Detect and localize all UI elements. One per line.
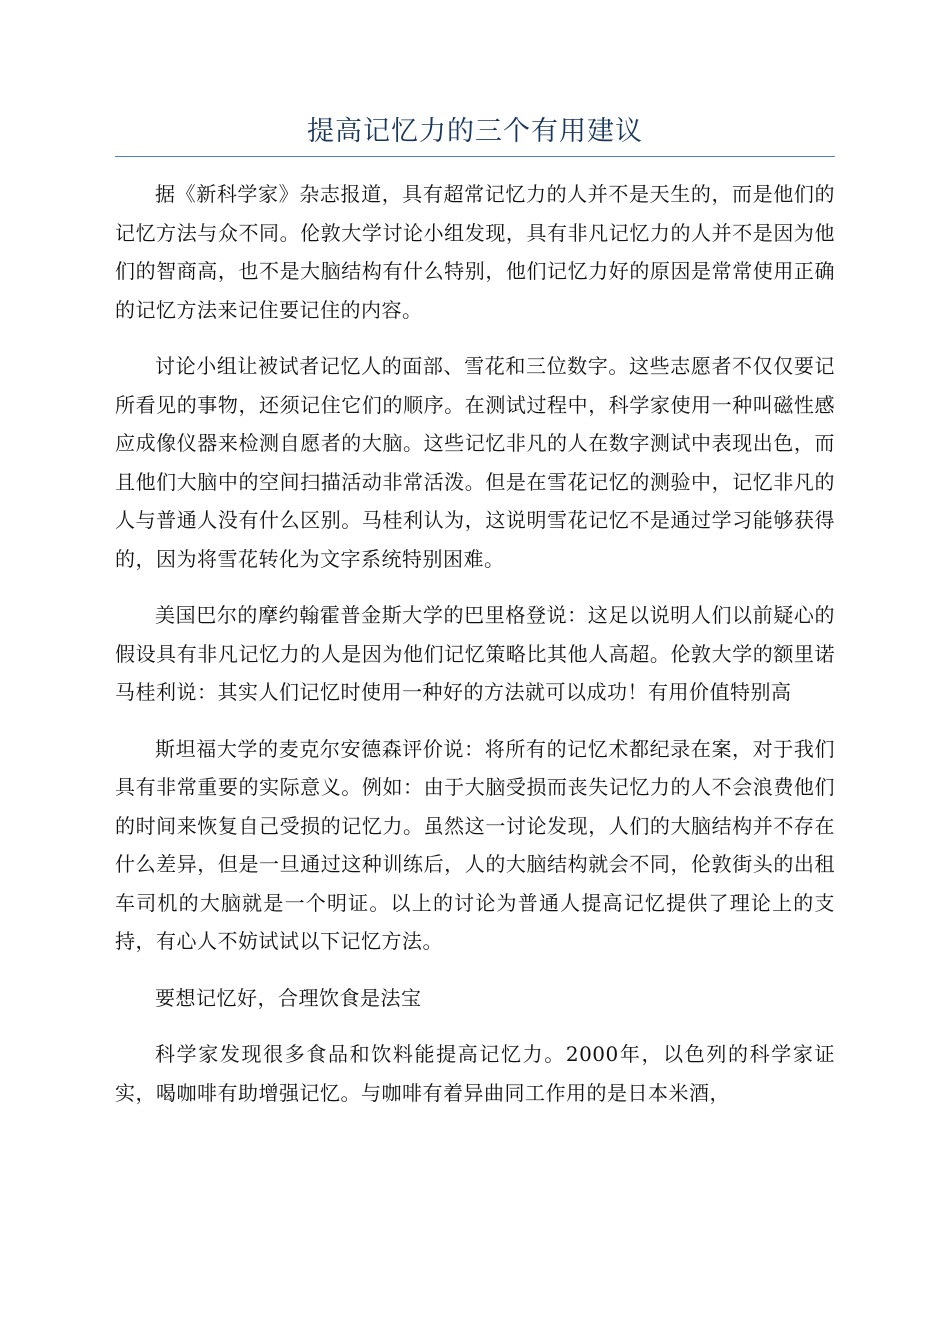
title-block [115, 108, 835, 157]
section-heading: 要想记忆好，合理饮食是法宝 [155, 985, 422, 1010]
paragraph: 据《新科学家》杂志报道，具有超常记忆力的人并不是天生的，而是他们的记忆方法与众不同。伦敦大学讨论小组发现，具有非凡记忆力的人并不是因为他们的智商高，也不是大脑结构有什么特别，他们记忆力好的原因是常常使用正确的记忆方法来记住要记住的内容。 [115, 182, 835, 322]
document-body [115, 175, 835, 1130]
paragraph: 美国巴尔的摩约翰霍普金斯大学的巴里格登说：这足以说明人们以前疑心的假设具有非凡记忆力的人是因为他们记忆策略比其他人高超。伦敦大学的额里诺马桂利说：其实人们记忆时使用一种好的方法就可以成功！有用价值特别高 [115, 603, 835, 704]
document-title: 提高记忆力的三个有用建议 [307, 116, 643, 147]
paragraph: 斯坦福大学的麦克尔安德森评价说：将所有的记忆术都纪录在案，对于我们具有非常重要的实际意义。例如：由于大脑受损而丧失记忆力的人不会浪费他们的时间来恢复自己受损的记忆力。虽然这一讨论发现，人们的大脑结构并不存在什么差异，但是一旦通过这种训练后，人的大脑结构就会不同，伦敦街头的出租车司机的大脑就是一个明证。以上的讨论为普通人提高记忆提供了理论上的支持，有心人不妨试试以下记忆方法。 [115, 736, 835, 953]
paragraph: 科学家发现很多食品和饮料能提高记忆力。2000年，以色列的科学家证实，喝咖啡有助增强记忆。与咖啡有着异曲同工作用的是日本米酒， [115, 1042, 835, 1105]
paragraph: 讨论小组让被试者记忆人的面部、雪花和三位数字。这些志愿者不仅仅要记所看见的事物，还须记住它们的顺序。在测试过程中，科学家使用一种叫磁性感应成像仪器来检测自愿者的大脑。这些记忆非凡的人在数字测试中表现出色，而且他们大脑中的空间扫描活动非常活泼。但是在雪花记忆的测验中，记忆非凡的人与普通人没有什么区别。马桂利认为，这说明雪花记忆不是通过学习能够获得的，因为将雪花转化为文字系统特别困难。 [115, 354, 835, 571]
